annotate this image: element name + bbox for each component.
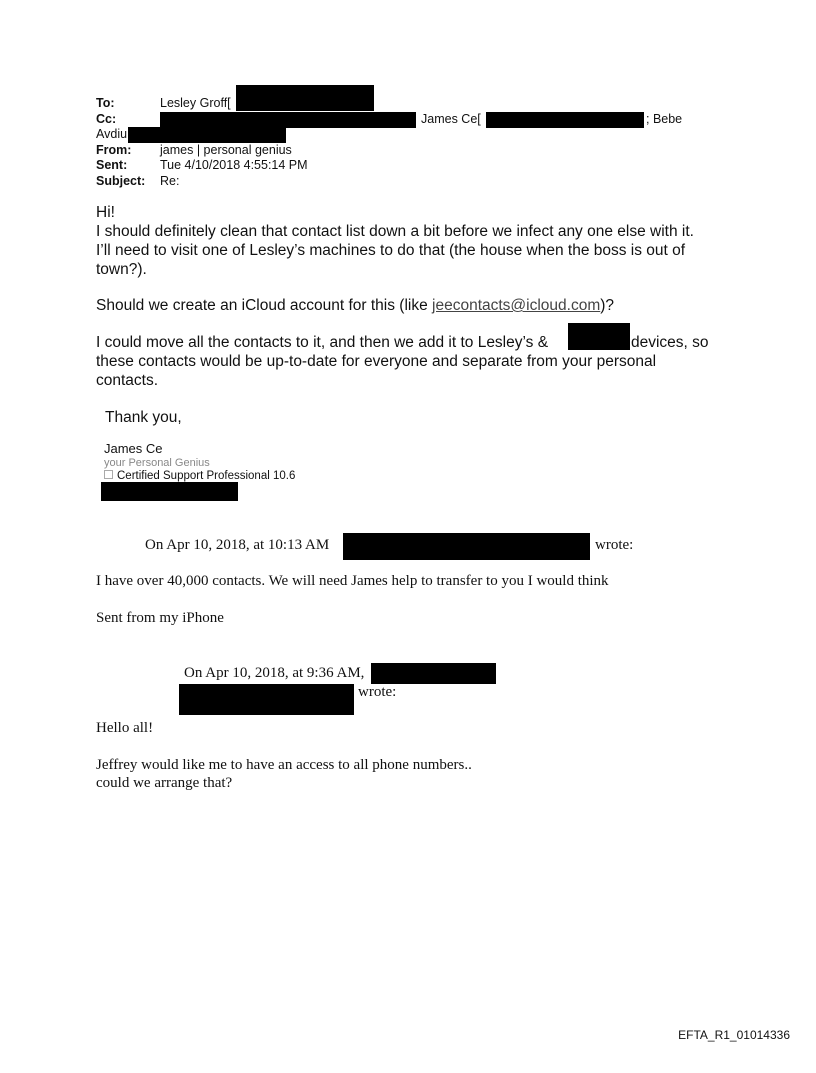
paragraph-line: I’ll need to visit one of Lesley’s machines to do that (the house when the boss is out of [96,242,686,259]
checkbox-icon [104,470,113,479]
quote-body: could we arrange that? [96,775,233,791]
redaction-box [128,127,286,143]
signature-name: James Ce [104,441,163,456]
redaction-box [101,482,238,501]
subject-label: Subject: [96,174,146,188]
document-id: EFTA_R1_01014336 [678,1028,790,1042]
to-value: Lesley Groff[ [160,96,231,110]
signature-cert [104,470,295,482]
paragraph-line [96,296,614,315]
from-label: From: [96,143,132,157]
sent-value: Tue 4/10/2018 4:55:14 PM [160,158,308,172]
quote-header: On Apr 10, 2018, at 9:36 AM, [184,665,365,681]
paragraph-text: )? [600,297,615,314]
redaction-box [236,85,374,111]
quote-header-wrote: wrote: [358,684,397,700]
redaction-box [371,663,496,684]
cc-value-james: James Ce[ [421,112,481,126]
signature-cert-text: Certified Support Professional 10.6 [117,470,296,482]
paragraph-line: these contacts would be up-to-date for everyone and separate from your personal [96,353,657,370]
redaction-box [486,112,644,128]
quote-header: On Apr 10, 2018, at 10:13 AM [145,537,330,553]
greeting: Hi! [96,204,115,221]
redaction-box [179,684,354,715]
quote-greeting: Hello all! [96,720,154,736]
redaction-box [343,533,590,560]
subject-value: Re: [160,174,180,188]
paragraph-line: I should definitely clean that contact list down a bit before we infect any one else with it. [96,223,694,240]
to-label: To: [96,96,115,110]
paragraph-line: town?). [96,261,147,278]
paragraph-line: contacts. [96,372,159,389]
quote-body: Jeffrey would like me to have an access to all phone numbers.. [96,757,472,773]
paragraph-text: Should we create an iCloud account for this (like [96,297,433,314]
quote-body: I have over 40,000 contacts. We will need James help to transfer to you I would think [96,573,609,589]
sign-off: Thank you, [105,409,182,426]
paragraph-line: devices, so [631,334,709,351]
signature-role: your Personal Genius [104,457,210,469]
quote-header-wrote: wrote: [595,537,634,553]
email-link[interactable]: jeecontacts@icloud.com [432,297,601,314]
cc-value-bebe: ; Bebe [646,112,683,126]
redaction-box [568,323,630,350]
paragraph-line: I could move all the contacts to it, and then we add it to Lesley’s & [96,334,549,351]
redaction-box [160,112,416,128]
cc-value-avdiu: Avdiu [96,127,128,141]
quote-sent-from: Sent from my iPhone [96,610,224,626]
from-value: james | personal genius [160,143,292,157]
cc-label: Cc: [96,112,117,126]
sent-label: Sent: [96,158,128,172]
